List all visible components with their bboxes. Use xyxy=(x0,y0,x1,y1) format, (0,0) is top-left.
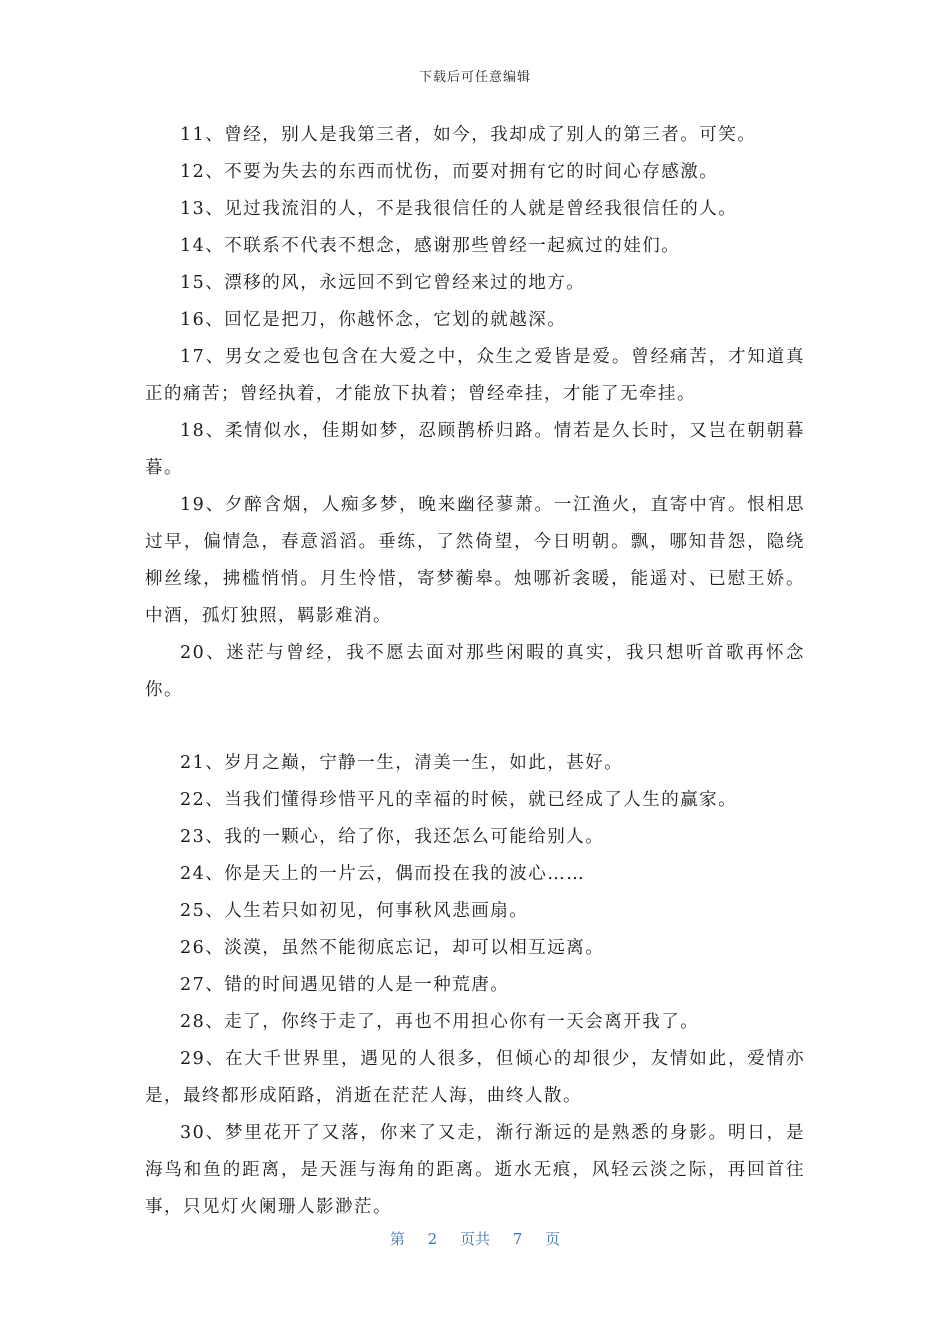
page-suffix: 页 xyxy=(545,1230,561,1248)
page-total: 7 xyxy=(512,1230,523,1248)
paragraph-28: 28、走了，你终于走了，再也不用担心你有一天会离开我了。 xyxy=(180,1012,700,1032)
paragraph-15: 15、漂移的风，永远回不到它曾经来过的地方。 xyxy=(180,273,586,293)
paragraph-14: 14、不联系不代表不想念，感谢那些曾经一起疯过的娃们。 xyxy=(180,236,681,256)
paragraph-17: 17、男女之爱也包含在大爱之中，众生之爱皆是爱。曾经痛苦，才知道真正的痛苦；曾经执着，才能放下执着；曾经牵挂，才能了无牵挂。 xyxy=(145,347,805,404)
paragraph-25: 25、人生若只如初见，何事秋风悲画扇。 xyxy=(180,901,529,921)
paragraph-21: 21、岁月之巅，宁静一生，清美一生，如此，甚好。 xyxy=(180,753,624,773)
paragraph-26: 26、淡漠，虽然不能彻底忘记，却可以相互远离。 xyxy=(180,938,605,958)
paragraph-19: 19、夕醉含烟，人痴多梦，晚来幽径蓼萧。一江渔火，直寄中宵。恨相思过早，偏情急，春意滔滔。垂练，了然倚望，今日明朝。飘，哪知昔怨，隐绕柳丝缘，拂槛悄悄。月生怜惜，寄梦蘅皋。烛哪祈衾暖，能遥对、已慰王娇。中酒，孤灯独照，羁影难消。 xyxy=(145,495,805,626)
page-header: 下载后可任意编辑 xyxy=(418,70,531,85)
page-footer xyxy=(0,1228,950,1249)
paragraph-24: 24、你是天上的一片云，偶而投在我的波心…… xyxy=(180,864,586,884)
paragraph-27: 27、错的时间遇见错的人是一种荒唐。 xyxy=(180,975,510,995)
paragraph-18: 18、柔情似水，佳期如梦，忍顾鹊桥归路。情若是久长时，又岂在朝朝暮暮。 xyxy=(145,421,805,478)
paragraph-13: 13、见过我流泪的人，不是我很信任的人就是曾经我很信任的人。 xyxy=(180,199,738,219)
paragraph-11: 11、曾经，别人是我第三者，如今，我却成了别人的第三者。可笑。 xyxy=(180,125,757,145)
paragraph-30: 30、梦里花开了又落，你来了又走，渐行渐远的是熟悉的身影。明日，是海鸟和鱼的距离，是天涯与海角的距离。逝水无痕，风轻云淡之际，再回首往事，只见灯火阑珊人影渺茫。 xyxy=(145,1123,805,1217)
paragraph-12: 12、不要为失去的东西而忧伤，而要对拥有它的时间心存感激。 xyxy=(180,162,719,182)
paragraph-29: 29、在大千世界里，遇见的人很多，但倾心的却很少，友情如此，爱情亦是，最终都形成陌路，消逝在茫茫人海，曲终人散。 xyxy=(145,1049,805,1106)
paragraph-16: 16、回忆是把刀，你越怀念，它划的就越深。 xyxy=(180,310,567,330)
page-label: 第 xyxy=(389,1230,405,1248)
paragraph-23: 23、我的一颗心，给了你，我还怎么可能给别人。 xyxy=(180,827,605,847)
page-of-label: 页共 xyxy=(459,1230,490,1248)
blank-line xyxy=(145,709,805,745)
paragraph-22: 22、当我们懂得珍惜平凡的幸福的时候，就已经成了人生的赢家。 xyxy=(180,790,738,810)
document-body xyxy=(145,117,805,1226)
page-current: 2 xyxy=(427,1230,438,1248)
paragraph-20: 20、迷茫与曾经，我不愿去面对那些闲暇的真实，我只想听首歌再怀念你。 xyxy=(145,643,805,700)
